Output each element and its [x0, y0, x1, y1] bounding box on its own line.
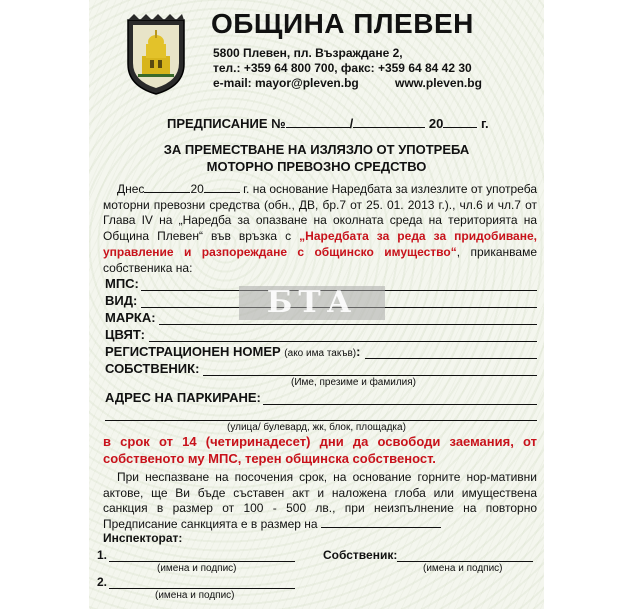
header-email: e-mail: mayor@pleven.bg [213, 76, 359, 90]
field-parking-label: АДРЕС НА ПАРКИРАНЕ: [105, 390, 261, 405]
field-mps-label: МПС: [105, 276, 139, 291]
header-contacts [213, 76, 482, 90]
field-tsvyat-label: ЦВЯТ: [105, 327, 146, 342]
document-page [89, 0, 544, 609]
intro-end: , приканваме собственика на: [103, 244, 537, 275]
field-parking-note: (улица/ булевард, жк, блок, площадка) [227, 422, 406, 433]
order-suffix: г. [480, 116, 489, 131]
inspectorate-label: Инспекторат: [103, 531, 183, 545]
penalty-text: При неспазване на посочения срок, на основание горните нор-мативни актове, ще Ви бъде съставен акт и наложена глоба или имуществена санкция в размер от 100 - 500 лв., при неизпълнение на повторно Предписание санкцията е в размер на [103, 470, 537, 532]
municipality-title: ОБЩИНА ПЛЕВЕН [211, 8, 474, 39]
owner-signature-note: (имена и подпис) [423, 563, 503, 574]
field-vid-label: ВИД: [105, 293, 138, 308]
intro-start: Днес [117, 182, 145, 196]
field-tsvyat-line[interactable] [149, 341, 537, 342]
subject-line-1: ЗА ПРЕМЕСТВАНЕ НА ИЗЛЯЗЛО ОТ УПОТРЕБА [163, 142, 470, 157]
intro-year: 20 [190, 182, 204, 196]
header-website: www.pleven.bg [395, 76, 482, 90]
field-parking-line-1[interactable] [263, 404, 537, 405]
owner-signature-label: Собственик: [323, 548, 398, 562]
field-reg-number [105, 344, 360, 359]
signature-1-note: (имена и подпис) [157, 563, 237, 574]
signature-1-number: 1. [97, 548, 108, 562]
order-label: ПРЕДПИСАНИЕ № [167, 116, 286, 131]
order-slash: / [349, 116, 354, 131]
signature-2-line[interactable] [109, 588, 295, 589]
deadline-text: в срок от 14 (четиринадесет) дни да освободи заемания, от собственото му МПС, терен общинска собственост. [103, 434, 537, 466]
header-address: 5800 Плевен, пл. Възраждане 2, [213, 46, 403, 60]
field-marka-label: МАРКА: [105, 310, 156, 325]
intro-red-regulation: „Наредбата за реда за придобиване, управление и разпореждане с общинско имущество“ [103, 229, 537, 259]
penalty-paragraph [103, 470, 537, 533]
order-year: 20 [428, 116, 444, 131]
document-subject [89, 141, 544, 175]
deadline-paragraph [103, 433, 537, 467]
header-phone: тел.: +359 64 800 700, факс: +359 64 84 42 30 [213, 61, 472, 75]
field-owner-line[interactable] [203, 375, 537, 376]
bta-watermark: БТА [239, 286, 385, 320]
field-reg-label: РЕГИСТРАЦИОНЕН НОМЕР [105, 344, 281, 359]
signature-2-note: (имена и подпис) [155, 590, 235, 601]
field-owner-note: (Име, презиме и фамилия) [291, 377, 416, 388]
signature-1-line[interactable] [109, 561, 295, 562]
field-owner-label: СОБСТВЕНИК: [105, 361, 200, 376]
field-reg-note: (ако има такъв) [284, 348, 357, 359]
owner-signature-line[interactable] [397, 561, 533, 562]
subject-line-2: МОТОРНО ПРЕВОЗНО СРЕДСТВО [206, 159, 427, 174]
pleven-coat-of-arms-icon [124, 14, 188, 96]
signature-2-number: 2. [97, 575, 108, 589]
field-reg-colon: : [356, 344, 361, 359]
field-marka-line[interactable] [159, 324, 537, 325]
field-parking-line-2[interactable] [105, 420, 537, 421]
order-number-line [167, 116, 489, 131]
intro-text: г. на основание Наредбата за излезлите от употреба моторни превозни средства (обн., ДВ, бр.7 от 25. 01. 2013 г.)., чл.6 и чл.7 от Глава IV на „Наредба за опазване на околната среда на територията на Община Плевен“ във връзка с [103, 182, 537, 244]
field-reg-line[interactable] [365, 358, 537, 359]
intro-paragraph [103, 182, 537, 276]
